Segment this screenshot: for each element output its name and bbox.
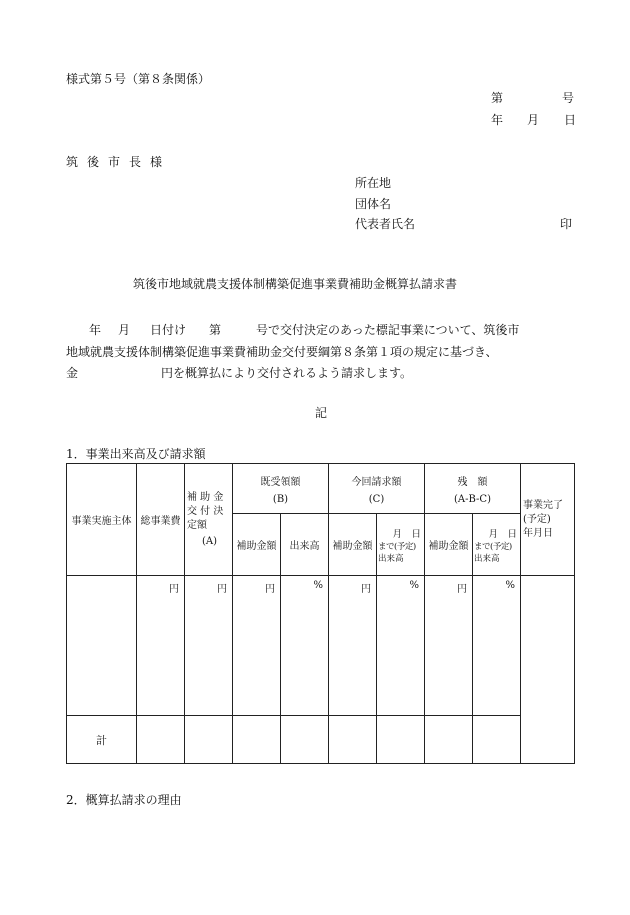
total-remaining-amount[interactable] — [425, 716, 473, 764]
grant-table — [66, 463, 575, 764]
section1-heading: 1．事業出来高及び請求額 — [66, 447, 206, 461]
sub-received-amount: 補助金額 — [233, 514, 281, 576]
cell-current-progress[interactable]: % — [377, 576, 425, 716]
section2-heading: 2．概算払請求の理由 — [66, 793, 182, 807]
header-total-cost: 総事業費 — [137, 464, 185, 576]
applicant-address-label: 所在地 — [355, 176, 392, 190]
body-month: 月 — [118, 323, 131, 337]
cell-total-cost[interactable]: 円 — [137, 576, 185, 716]
applicant-org-label: 団体名 — [355, 197, 392, 211]
number-prefix: 第 — [491, 91, 504, 105]
header-remaining: 残 額 (A-B-C) — [425, 464, 521, 514]
table-total-row — [67, 716, 575, 764]
sub-current-progress: 月 日 まで(予定) 出来高 — [377, 514, 425, 576]
sub-current-amount: 補助金額 — [329, 514, 377, 576]
body-year: 年 — [89, 323, 102, 337]
body-line2: 地域就農支援体制構築促進事業費補助金交付要綱第８条第１項の規定に基づき、 — [66, 345, 498, 359]
total-received-amount[interactable] — [233, 716, 281, 764]
total-grant-decision[interactable] — [185, 716, 233, 764]
date-year: 年 — [491, 113, 504, 127]
seal-mark: 印 — [560, 217, 573, 231]
total-received-progress[interactable] — [281, 716, 329, 764]
cell-remaining-amount[interactable]: 円 — [425, 576, 473, 716]
addressee: 筑後市長様 — [66, 155, 172, 169]
body-dai: 第 — [209, 323, 222, 337]
total-current-amount[interactable] — [329, 716, 377, 764]
body-day-ref: 日付け — [150, 323, 187, 337]
header-grant-decision: 補 助 金 交 付 決 定額 (A) — [185, 464, 233, 576]
document-title: 筑後市地域就農支援体制構築促進事業費補助金概算払請求書 — [133, 277, 458, 291]
header-received: 既受領額 (B) — [233, 464, 329, 514]
ki-label: 記 — [315, 406, 328, 420]
sub-received-progress: 出来高 — [281, 514, 329, 576]
date-day: 日 — [564, 113, 577, 127]
applicant-rep-label: 代表者氏名 — [355, 217, 416, 231]
table-header-row — [67, 464, 575, 514]
table-row — [67, 576, 575, 716]
cell-completion-date[interactable] — [521, 576, 575, 764]
date-month: 月 — [527, 113, 540, 127]
form-id: 様式第５号（第８条関係） — [66, 72, 211, 86]
cell-grant-decision[interactable]: 円 — [185, 576, 233, 716]
cell-received-progress[interactable]: % — [281, 576, 329, 716]
sub-remaining-amount: 補助金額 — [425, 514, 473, 576]
body-line1-text: 号で交付決定のあった標記事業について、筑後市 — [256, 323, 520, 337]
cell-entity[interactable] — [67, 576, 137, 716]
body-kin: 金 — [66, 366, 79, 380]
cell-current-amount[interactable]: 円 — [329, 576, 377, 716]
body-line3-text: 円を概算払により交付されるよう請求します。 — [161, 366, 413, 380]
number-suffix: 号 — [562, 91, 575, 105]
header-completion-date: 事業完了 (予定) 年月日 — [521, 464, 575, 576]
total-label: 計 — [67, 716, 137, 764]
sub-remaining-progress: 月 日 まで(予定) 出来高 — [473, 514, 521, 576]
total-current-progress[interactable] — [377, 716, 425, 764]
total-total-cost[interactable] — [137, 716, 185, 764]
total-remaining-progress[interactable] — [473, 716, 521, 764]
cell-remaining-progress[interactable]: % — [473, 576, 521, 716]
header-current: 今回請求額 (C) — [329, 464, 425, 514]
cell-received-amount[interactable]: 円 — [233, 576, 281, 716]
header-entity: 事業実施主体 — [67, 464, 137, 576]
